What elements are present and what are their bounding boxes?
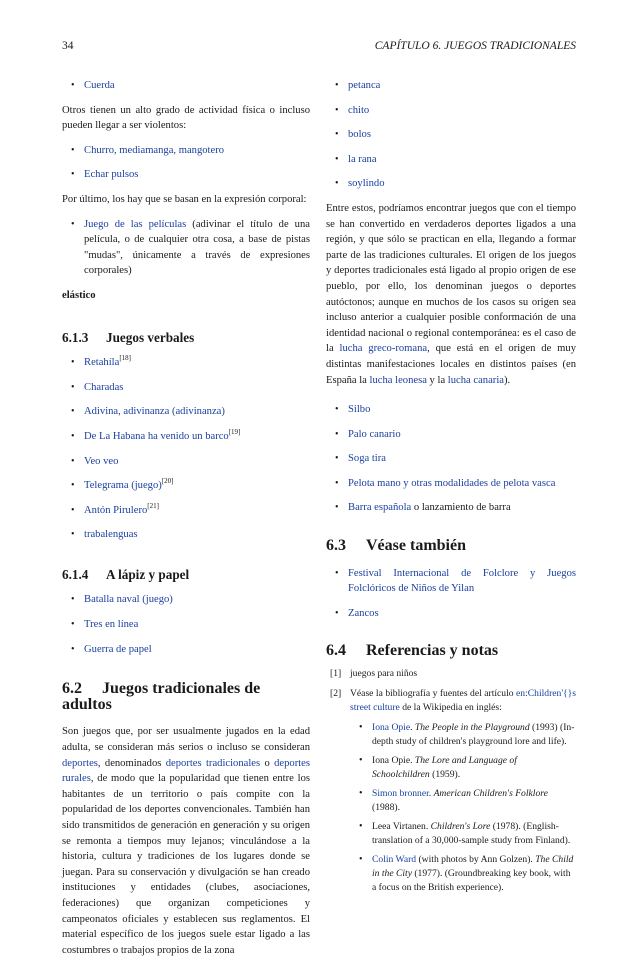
left-column (62, 78, 310, 967)
link-lucha-canaria[interactable]: lucha canaria (447, 374, 504, 386)
link-item[interactable]: petanca (348, 80, 381, 91)
reference-text: Véase la bibliografía y fuentes del artículo (350, 688, 517, 700)
text-run: , que está en el origen de muy distintas manifestaciones locales en distintos países (en España la (326, 343, 576, 386)
list-item (326, 427, 576, 443)
link-item[interactable]: Tres en línea (84, 619, 139, 631)
section-number: 6.3 (326, 537, 346, 555)
link-item[interactable]: Zancos (348, 607, 379, 619)
link-author[interactable]: Simon bronner (372, 788, 429, 800)
list-item (62, 527, 310, 543)
paragraph (326, 201, 576, 388)
bullet-list (62, 143, 310, 183)
list-item (326, 402, 576, 418)
link-churro[interactable]: Churro, mediamanga, mangotero (84, 144, 225, 156)
link-item[interactable]: la rana (348, 153, 377, 165)
list-item (350, 853, 576, 895)
link-deportes[interactable]: deportes (62, 757, 98, 769)
link-item[interactable]: Guerra de papel (84, 643, 152, 655)
text-run: Entre estos, podríamos encontrar juegos que con el tiempo se han convertido en verdaderos deportes ligados a una región, y que sólo se practican en ella, llegando a formar parte de las tradiciones culturales. El origen de los juegos y deportes tradicionales está ligado al propio origen de ese pueblo, por ello, los denominan juegos o deportes autóctonos; aunque en muchos de los casos su origen sea incluso anterior a cualquier posible conformación de una identidad nacional o regional contemporánea: es el caso de la (326, 202, 576, 355)
list-item (62, 380, 310, 396)
item-text: Leea Virtanen. (372, 821, 431, 833)
list-item: • Iona Opie. The People in the Playground (1993) (In-depth study of children's playground lore and life). (350, 721, 576, 749)
bullet-list (62, 217, 310, 279)
item-text: (adivinar el título de una película, o de cualquier otra cosa, a base de pistas "mudas", únicamente a través de expresiones corporales) (84, 218, 310, 277)
list-item (326, 78, 576, 94)
list-item (350, 754, 576, 782)
item-text: (1977). (Groundbreaking key book, with a focus on the British experience). (372, 868, 571, 894)
link-item[interactable]: Pelota mano y otras modalidades de pelota vasca (348, 477, 556, 489)
paragraph (62, 724, 310, 958)
link-echar-pulsos[interactable]: Echar pulsos (84, 169, 139, 181)
item-text: Iona Opie. (372, 755, 415, 767)
link-item[interactable]: Antón Pirulero (84, 504, 148, 516)
link-item[interactable]: Silbo (348, 404, 371, 416)
book-title: The People in the Playground (414, 722, 530, 734)
reference-number: [1] (330, 668, 342, 680)
section-title: Referencias y notas (366, 642, 499, 660)
link-item[interactable]: Telegrama (juego) (84, 480, 162, 492)
item-text: (1959). (429, 769, 461, 781)
list-item (62, 217, 310, 279)
section-number: 6.4 (326, 642, 346, 660)
link-item[interactable]: Batalla naval (juego) (84, 594, 173, 606)
bullet-list (62, 592, 310, 657)
book-title: Children's Lore (430, 821, 491, 833)
reference-item (326, 667, 576, 681)
list-item (62, 404, 310, 420)
footnote-ref[interactable]: [18] (119, 354, 131, 363)
link-item[interactable]: De La Habana ha venido un barco (84, 430, 229, 442)
book-title: American Children's Folklore (433, 788, 548, 800)
text-run: o (260, 757, 275, 769)
link-author[interactable]: Iona Opie (372, 722, 411, 734)
bullet-list (326, 78, 576, 192)
link-item[interactable]: trabalenguas (84, 529, 138, 541)
item-text: (1988). (372, 802, 400, 814)
list-item (62, 78, 310, 94)
list-item (326, 152, 576, 168)
link-item[interactable]: Palo canario (348, 428, 401, 440)
list-item (326, 176, 576, 192)
section-title: Véase también (366, 537, 466, 555)
paragraph: Por último, los hay que se basan en la expresión corporal: (62, 193, 307, 205)
section-title: Juegos tradicionales de adultos (62, 680, 261, 713)
list-item (62, 429, 310, 445)
text-run: ). (503, 374, 511, 386)
chapter-title: CAPÍTULO 6. JUEGOS TRADICIONALES (374, 40, 576, 52)
link-item[interactable]: Soga tira (348, 453, 386, 465)
text-run: Son juegos que, por ser usualmente jugados en la edad adulta, se consideran más serios o incluso se consideran (62, 726, 310, 754)
list-item (62, 355, 310, 371)
section-heading (62, 681, 310, 712)
link-item[interactable]: Charadas (84, 381, 124, 393)
paragraph: Otros tienen un alto grado de actividad física o incluso pueden llegar a ser violentos: (62, 104, 310, 132)
link-cuerda[interactable]: Cuerda (84, 80, 115, 91)
link-item[interactable]: soylindo (348, 178, 385, 190)
link-item[interactable]: Retahíla (84, 357, 120, 369)
link-lucha-leonesa[interactable]: lucha leonesa (369, 374, 427, 386)
section-title: Juegos verbales (106, 329, 195, 345)
link-juego-peliculas[interactable]: Juego de las películas (84, 218, 187, 230)
list-item (62, 143, 310, 159)
link-lucha-greco-romana[interactable]: lucha greco-romana (339, 343, 428, 355)
references (326, 667, 576, 895)
item-text: (with photos by Ann Golzen). (416, 854, 536, 866)
list-item (62, 503, 310, 519)
footnote-ref[interactable]: [20] (161, 477, 174, 486)
list-item (62, 167, 310, 183)
right-column (326, 78, 576, 901)
list-item (326, 476, 576, 492)
reference-item (326, 687, 576, 895)
link-barra-espanola[interactable]: Barra española (348, 502, 412, 514)
reference-number: [2] (330, 688, 342, 700)
page-header (62, 40, 576, 56)
section-number: 6.1.4 (62, 566, 89, 582)
section-number: 6.1.3 (62, 329, 89, 345)
bullet-list (62, 355, 310, 543)
link-item[interactable]: Adivina, adivinanza (adivinanza) (84, 406, 225, 418)
list-item (62, 617, 310, 633)
link-deportes-tradicionales[interactable]: deportes tradicionales (165, 757, 261, 769)
link-item[interactable]: bolos (348, 129, 371, 141)
bullet-list (350, 721, 576, 895)
footnote-ref[interactable]: [21] (147, 501, 159, 510)
page-number: 34 (62, 40, 74, 52)
reference-text: de la Wikipedia en inglés: (399, 702, 502, 714)
list-item (62, 642, 310, 658)
list-item (326, 566, 576, 597)
link-item[interactable]: Festival Internacional de Folclore y Juegos Folclóricos de Niños de Yilan (348, 567, 576, 595)
link-author[interactable]: Colin Ward (372, 854, 417, 866)
list-item (326, 500, 576, 516)
section-number: 6.2 (62, 680, 82, 698)
bullet-list (326, 402, 576, 516)
list-item (350, 820, 576, 848)
list-item (326, 606, 576, 622)
item-text: o lanzamiento de barra (411, 502, 511, 514)
list-item (326, 127, 576, 143)
text-run: , de modo que la popularidad que tienen entre los habitantes de un territorio o país compite con la popularidad de los deportes convencionales. También han sido transmitidos de generación en generación y su origen se remonta a tiempos muy lejanos; vinculándose a la historia, cultura y tradiciones de los lugares donde se juegan. Para su conservación y divulgación se han creado instituciones y entidades (clubes, asociaciones, federaciones) que organizan competiciones y campeonatos oficiales y establecen sus reglamentos. El material específico de los juegos suele estar ligado a las costumbres o trabajos propios de la zona (62, 773, 310, 956)
section-heading (326, 643, 576, 659)
footnote-ref[interactable]: [19] (228, 427, 241, 436)
section-heading (62, 330, 310, 346)
list-item (326, 451, 576, 467)
book-title: The Lore and Language of Schoolchildren (372, 755, 517, 781)
link-item[interactable]: Veo veo (84, 455, 119, 467)
list-item (326, 103, 576, 119)
list-item: • Simon bronner. American Children's Folklore (1988). (350, 787, 576, 815)
section-heading (62, 567, 310, 583)
list-item (62, 478, 310, 494)
bullet-list (326, 566, 576, 622)
book-title: The Child in the City (372, 854, 574, 880)
list-item (62, 592, 310, 608)
item-text: (1978). (English-translation of a 30,000-sample study from Finland). (372, 821, 571, 847)
link-childrens-street-culture[interactable]: en:Children'{}s street culture (350, 688, 576, 714)
item-text: (1993) (In-depth study of children's playground lore and life). (372, 722, 575, 748)
section-heading (326, 538, 576, 554)
bullet-list (62, 78, 310, 94)
text-run: y la (426, 374, 448, 386)
text-run: , denominados (97, 757, 166, 769)
bold-term: elástico (62, 289, 96, 301)
reference-text: juegos para niños (350, 668, 418, 680)
list-item (62, 454, 310, 470)
section-title: A lápiz y papel (106, 566, 190, 582)
link-item[interactable]: chito (348, 104, 370, 116)
link-deportes-rurales[interactable]: deportes rurales (62, 757, 310, 785)
